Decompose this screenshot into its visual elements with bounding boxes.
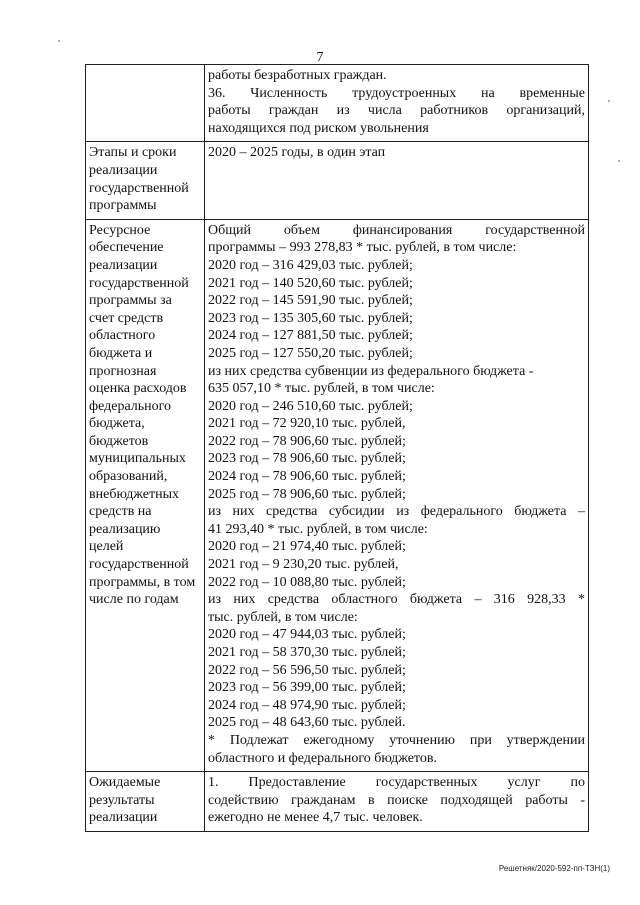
scan-speck (58, 40, 60, 42)
row-value-cell (205, 219, 589, 771)
scan-speck (618, 160, 620, 162)
value-line: 2025 год – 78 906,60 тыс. рублей; (208, 486, 406, 502)
value-line: из них средства субвенции из федерального бюджета - (208, 363, 534, 379)
value-line: 1. Предоставление государственных услуг по (208, 775, 585, 791)
value-line: 2020 – 2025 годы, в один этап (208, 145, 386, 161)
label-line: областного (89, 328, 156, 344)
value-line: 36. Численность трудоустроенных на временные (208, 85, 585, 101)
label-line: программы за (89, 293, 172, 309)
label-line: государственной (89, 557, 189, 573)
document-footer-code: Решетняк/2020-592-пп-ТЗН(1) (498, 864, 610, 873)
value-line: 2024 год – 48 974,90 тыс. рублей; (208, 697, 406, 713)
label-line: Этапы и сроки (89, 145, 177, 161)
label-line: бюджета, (89, 416, 145, 432)
value-line: работы безработных граждан. (208, 68, 387, 83)
label-line: бюджета и (89, 345, 153, 361)
label-line: реализацию (89, 521, 161, 537)
value-line: программы – 993 278,83 * тыс. рублей, в том числе: (208, 240, 517, 256)
label-line: средств на (89, 504, 152, 520)
value-line: работы граждан из числа работников организаций, (208, 103, 585, 119)
value-line: 2022 год – 78 906,60 тыс. рублей; (208, 433, 406, 449)
value-line: из них средства субсидии из федерального бюджета – (208, 504, 585, 520)
value-line: 2022 год – 56 596,50 тыс. рублей; (208, 662, 406, 678)
value-line: 2025 год – 127 550,20 тыс. рублей; (208, 345, 413, 361)
table-row (86, 65, 589, 142)
page-number: 7 (316, 50, 324, 65)
row-label-cell (86, 65, 205, 142)
value-line: 2020 год – 47 944,03 тыс. рублей; (208, 627, 406, 643)
value-line: 2022 год – 145 591,90 тыс. рублей; (208, 293, 413, 309)
label-line: Ресурсное (89, 222, 151, 238)
row-value-cell (205, 772, 589, 832)
label-line: оценка расходов (89, 381, 187, 397)
label-line: прогнозная (89, 363, 157, 379)
passport-table-body (86, 65, 589, 832)
row-label-cell (86, 219, 205, 771)
value-line: 41 293,40 * тыс. рублей, в том числе: (208, 521, 428, 537)
value-line: из них средства областного бюджета – 316 928,33 * (208, 592, 585, 608)
table-row (86, 142, 589, 219)
label-line: муниципальных (89, 451, 186, 467)
value-line: * Подлежат ежегодному уточнению при утверждении (208, 732, 585, 748)
value-line: 2022 год – 10 088,80 тыс. рублей; (208, 574, 406, 590)
label-line: числе по годам (89, 592, 179, 608)
row-label-cell (86, 772, 205, 832)
label-line: программы, в том (89, 574, 196, 590)
value-line: 2025 год – 48 643,60 тыс. рублей. (208, 715, 406, 731)
value-line: 2021 год – 140 520,60 тыс. рублей; (208, 275, 413, 291)
label-line: реализации (89, 162, 158, 178)
label-line: федерального (89, 398, 172, 414)
value-line: 2020 год – 246 510,60 тыс. рублей; (208, 398, 413, 414)
value-line: 2023 год – 78 906,60 тыс. рублей; (208, 451, 406, 467)
label-line: программы (89, 198, 157, 214)
value-line: 2021 год – 58 370,30 тыс. рублей; (208, 645, 406, 660)
value-line: Общий объем финансирования государственной (208, 222, 585, 238)
value-line: ежегодно не менее 4,7 тыс. человек. (208, 810, 423, 826)
value-line: 2021 год – 9 230,20 тыс. рублей, (208, 557, 399, 573)
label-line: внебюджетных (89, 486, 180, 502)
value-line: 2020 год – 21 974,40 тыс. рублей; (208, 539, 406, 555)
label-line: целей (89, 539, 124, 555)
value-line: 2023 год – 56 399,00 тыс. рублей; (208, 680, 406, 696)
value-line: содействию гражданам в поиске подходящей работы - (208, 792, 585, 808)
label-line: реализации (89, 810, 158, 826)
value-line: 635 057,10 * тыс. рублей, в том числе: (208, 381, 435, 397)
value-line: 2023 год – 135 305,60 тыс. рублей; (208, 310, 413, 326)
table-row (86, 772, 589, 832)
label-line: образований, (89, 469, 168, 485)
value-line: 2024 год – 127 881,50 тыс. рублей; (208, 328, 413, 344)
table-row (86, 219, 589, 771)
row-value-cell (205, 142, 589, 219)
value-line: находящихся под риском увольнения (208, 120, 429, 136)
program-passport-table (85, 64, 589, 832)
label-line: бюджетов (89, 433, 149, 449)
row-value-cell (205, 65, 589, 142)
label-line: Ожидаемые (89, 775, 161, 791)
label-line: государственной (89, 180, 189, 196)
value-line: 2020 год – 316 429,03 тыс. рублей; (208, 257, 413, 273)
label-line: обеспечение (89, 240, 164, 256)
value-line: 2024 год – 78 906,60 тыс. рублей; (208, 469, 406, 485)
label-line: реализации (89, 257, 158, 273)
label-line: счет средств (89, 310, 164, 326)
value-line: областного и федерального бюджетов. (208, 750, 437, 766)
row-label-cell (86, 142, 205, 219)
label-line: результаты (89, 792, 155, 808)
value-line: тыс. рублей, в том числе: (208, 609, 358, 625)
value-line: 2021 год – 72 920,10 тыс. рублей, (208, 416, 406, 432)
scan-speck (608, 100, 610, 102)
label-line: государственной (89, 275, 189, 291)
